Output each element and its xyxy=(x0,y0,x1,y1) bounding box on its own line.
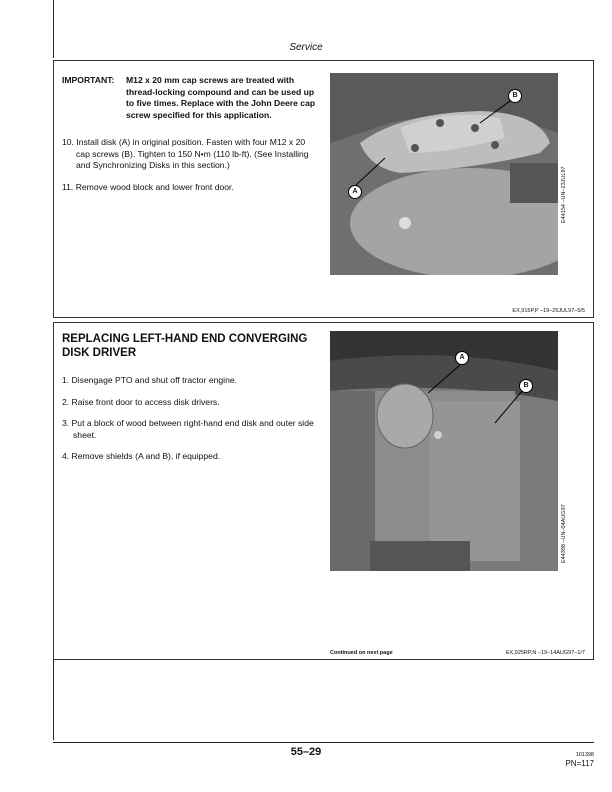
callout-b: B xyxy=(508,89,522,103)
important-text: M12 x 20 mm cap screws are treated with thread-locking compound and can be used up to five times. Replace with the John Deere cap screw specified for this application. xyxy=(126,75,316,120)
disk-driver-photo xyxy=(330,331,558,571)
service-block-2 xyxy=(53,322,594,660)
image-code: E44154 –UN–23JUL97 xyxy=(561,166,567,223)
important-label: IMPORTANT: xyxy=(62,75,115,85)
step-item: 4. Remove shields (A and B), if equipped. xyxy=(62,451,221,461)
continued-note: Continued on next page xyxy=(330,650,393,656)
doc-code: 101398 xyxy=(575,752,594,758)
callout-a: A xyxy=(348,185,362,199)
step-list xyxy=(62,137,320,203)
section-header: Service xyxy=(289,42,323,53)
section-title: REPLACING LEFT-HAND END CONVERGING DISK DRIVER xyxy=(62,333,308,359)
disk-installation-photo xyxy=(330,73,558,275)
driver-illustration xyxy=(330,331,558,571)
step-item: 2. Raise front door to access disk drivers. xyxy=(62,396,220,407)
step-item: 3. Put a block of wood between right-hand end disk and outer side sheet. xyxy=(62,418,314,440)
callout-a: A xyxy=(455,351,469,365)
footer-code: EX,925RP,N –19–14AUG97–1/7 xyxy=(505,650,585,656)
footer-rule xyxy=(53,742,594,743)
service-block-1 xyxy=(53,60,594,318)
pn-code: PN=117 xyxy=(565,759,594,768)
step-list xyxy=(62,375,320,473)
disk-illustration xyxy=(330,73,558,275)
step-item: 11. Remove wood block and lower front door. xyxy=(62,181,234,192)
margin-rule xyxy=(53,660,54,740)
image-code: E44398 –UN–04AUG97 xyxy=(561,504,567,563)
page-number: 55–29 xyxy=(290,746,322,758)
callout-b: B xyxy=(519,379,533,393)
step-item: 10. Install disk (A) in original position. Fasten with four M12 x 20 cap screws (B). Tighten to 150 N•m (110 lb-ft). (See Installing and Synchronizing Disks in this section.) xyxy=(62,137,309,170)
footer-code: EX,915P,P –19–25JUL97–5/5 xyxy=(512,308,585,314)
step-item: 1. Disengage PTO and shut off tractor engine. xyxy=(62,375,238,385)
